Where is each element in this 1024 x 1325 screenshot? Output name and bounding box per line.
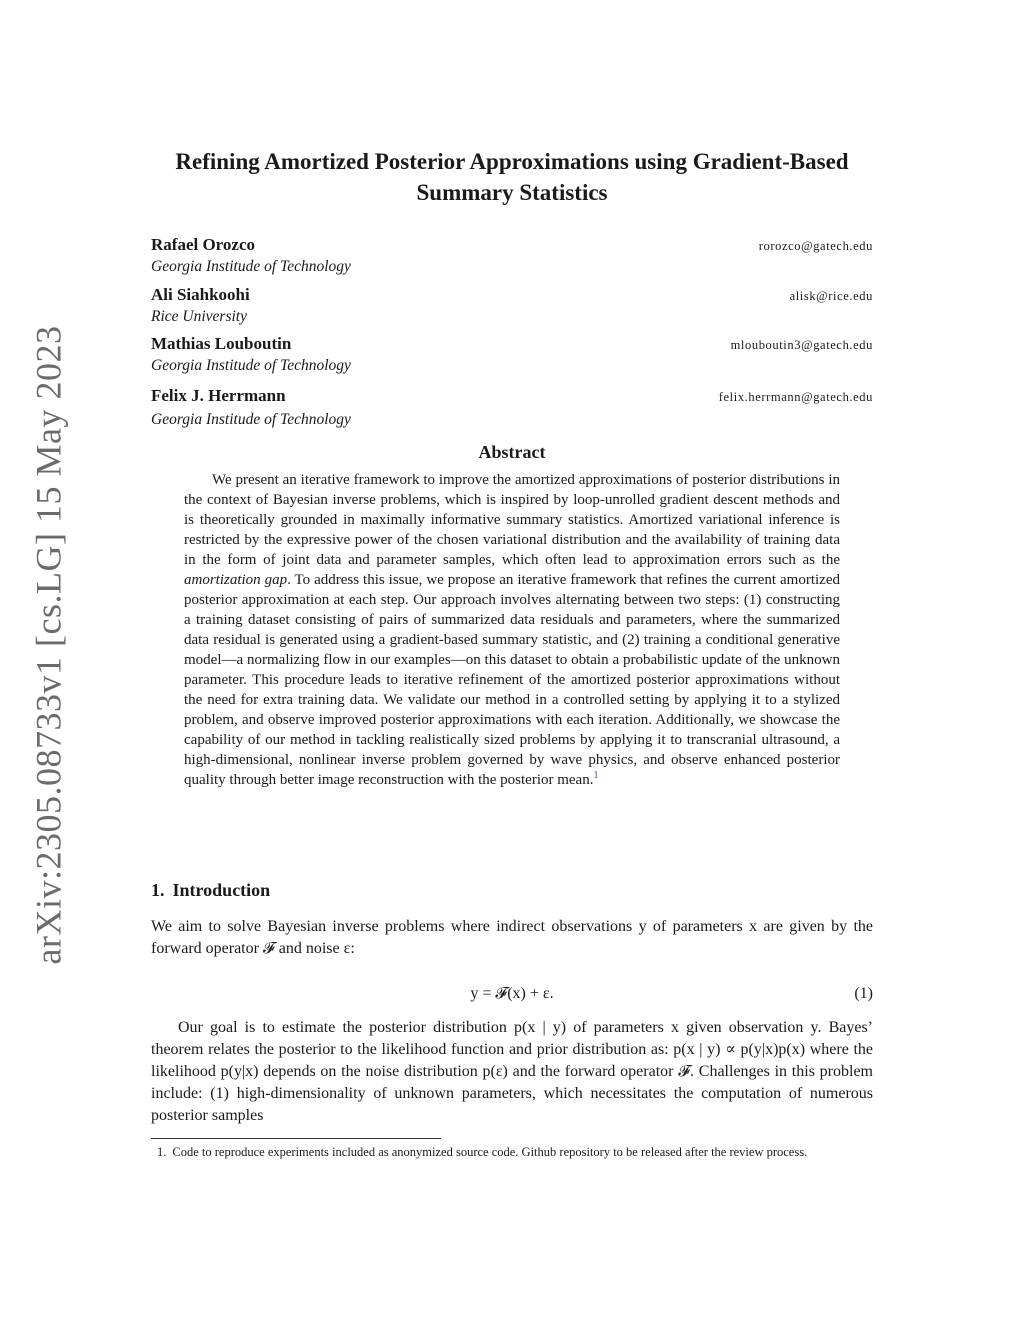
- author-email[interactable]: felix.herrmann@gatech.edu: [718, 390, 873, 404]
- author-block: [151, 386, 873, 430]
- section-heading: [151, 880, 270, 901]
- footnote-reference-link[interactable]: 1: [593, 770, 599, 781]
- abstract-text-part: . To address this issue, we propose an iterative framework that refines the current amortized posterior approximation at each step. Our approach involves alternating between two steps: (1) constructing a training dataset consisting of pairs of summarized data residuals and parameters, where the summarized data residual is generated using a gradient-based summary statistic, and (2) training a conditional generative model—a normalizing flow in our examples—on this dataset to obtain a probabilistic update of the unknown parameter. This procedure leads to iterative refinement of the amortized posterior approximations without the need for extra training data. We validate our method in a controlled setting by applying it to a stylized problem, and observe improved posterior approximations with each iteration. Additionally, we showcase the capability of our method in tackling realistically sized problems by applying it to transcranial ultrasound, a high-dimensional, nonlinear inverse problem governed by wave physics, and observe enhanced posterior quality through better image reconstruction with the posterior mean.: [184, 572, 840, 788]
- arxiv-identifier-stamp: [28, 325, 69, 965]
- section-number: 1.: [151, 880, 165, 900]
- author-email[interactable]: alisk@rice.edu: [789, 289, 873, 303]
- arxiv-identifier-text: arXiv:2305.08733v1 [cs.LG] 15 May 2023: [28, 325, 69, 965]
- body-paragraph: Our goal is to estimate the posterior distribution p(x | y) of parameters x given observation y. Bayes’ theorem relates the posterior to the likelihood function and prior distribution as: p(x | y) ∝ p(y|x)p(x) where the likelihood p(y|x) depends on the noise distribution p(ε) and the forward operator 𝓕. Challenges in this problem include: (1) high-dimensionality of unknown parameters, which necessitates the computation of numerous posterior samples: [151, 1019, 873, 1124]
- author-affiliation: Georgia Institude of Technology: [151, 357, 351, 374]
- author-name: Felix J. Herrmann: [151, 386, 286, 405]
- author-affiliation: Georgia Institude of Technology: [151, 411, 351, 428]
- author-affiliation: Georgia Institude of Technology: [151, 258, 351, 275]
- author-name: Mathias Louboutin: [151, 334, 292, 353]
- author-email[interactable]: rorozco@gatech.edu: [758, 239, 873, 253]
- author-email[interactable]: mlouboutin3@gatech.edu: [730, 338, 873, 352]
- author-block: [151, 235, 873, 277]
- paper-title: Refining Amortized Posterior Approximations using Gradient-Based Summary Statistics: [175, 149, 849, 205]
- footnote: [151, 1144, 897, 1161]
- abstract-text: [184, 470, 840, 790]
- author-name: Ali Siahkoohi: [151, 285, 250, 304]
- abstract-heading: Abstract: [478, 442, 546, 462]
- footnote-mark: 1.: [157, 1145, 167, 1159]
- abstract-text-part: We present an iterative framework to improve the amortized approximations of posterior distributions in the context of Bayesian inverse problems, which is inspired by loop-unrolled gradient descent methods and is theoretically grounded in maximally informative summary statistics. Amortized variational inference is restricted by the expressive power of the chosen variational distribution and the availability of training data in the form of joint data and parameter samples, which often lead to approximation errors such as the: [184, 472, 840, 568]
- section-title: Introduction: [172, 880, 271, 900]
- author-name: Rafael Orozco: [151, 235, 256, 254]
- footnote-divider: [151, 1138, 441, 1139]
- body-paragraph: We aim to solve Bayesian inverse problems where indirect observations y of parameters x are given by the forward operator 𝓕 and noise ε:: [151, 918, 873, 957]
- footnote-text: Code to reproduce experiments included as anonymized source code. Github repository to be released after the review process.: [172, 1145, 808, 1159]
- equation-expression: y = 𝓕(x) + ε.: [470, 985, 554, 1002]
- author-block: [151, 285, 873, 327]
- author-affiliation: Rice University: [151, 308, 247, 325]
- author-block: [151, 334, 873, 376]
- equation-number: (1): [854, 985, 873, 1002]
- abstract-emphasis: amortization gap: [184, 572, 288, 588]
